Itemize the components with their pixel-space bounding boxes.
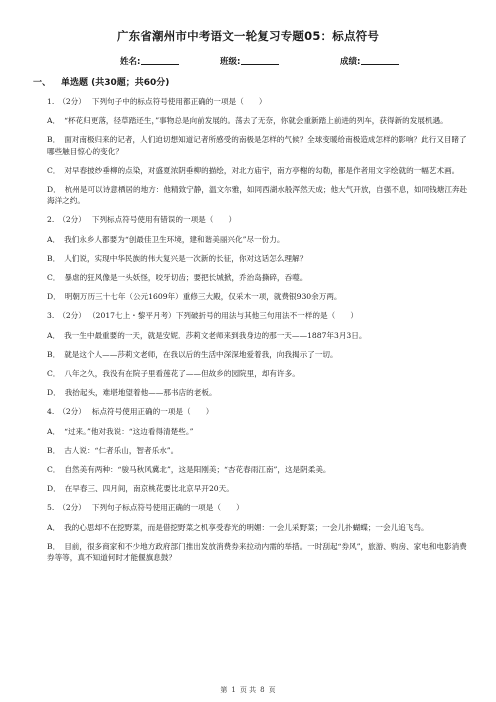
option-text: 就是这个人——莎莉文老师，在我以后的生活中深深地爱着我，向我揭示了一切。 bbox=[64, 349, 338, 359]
option-letter: C． bbox=[47, 465, 61, 475]
option-text: 暴虐的狂风像是一头妖怪，咬牙切齿；要把长城掀，乔治岛撕碎，吞噬。 bbox=[64, 273, 308, 283]
option-letter: C． bbox=[47, 369, 61, 379]
option-item bbox=[33, 464, 471, 475]
option-letter: A． bbox=[47, 234, 61, 244]
question-text: 下列标点符号使用有错误的一项是（ ） bbox=[91, 215, 237, 225]
option-text: 古人说：“仁者乐山，智者乐水”。 bbox=[64, 445, 179, 455]
option-item bbox=[33, 330, 471, 341]
option-item bbox=[33, 387, 471, 398]
name-blank bbox=[141, 64, 179, 65]
option-item bbox=[33, 272, 471, 283]
option-item bbox=[33, 291, 471, 302]
option-letter: D． bbox=[47, 185, 61, 195]
option-item bbox=[33, 368, 471, 379]
option-text: 杭州是可以诗意栖居的地方：他精致宁静，温文尔雅，如同西湖水般浑然天成；他大气开放，自强不息，如同钱塘江奔赴海洋之约。 bbox=[47, 185, 468, 206]
option-item bbox=[33, 349, 471, 360]
option-item bbox=[33, 253, 471, 264]
option-text: 面对南极归来的记者，人们迫切想知道记者所感受的南极是怎样的气候？全球变暖给南极造成怎样的影响？此行又目睹了哪些触目惊心的变化？ bbox=[47, 135, 467, 156]
option-item bbox=[33, 445, 471, 456]
option-letter: A． bbox=[47, 330, 61, 340]
question-stem bbox=[33, 502, 471, 513]
footer-suffix: 页 bbox=[268, 686, 276, 694]
footer-mid: 页 共 bbox=[239, 686, 257, 694]
section-number: 一、 bbox=[33, 78, 52, 88]
footer-prefix: 第 bbox=[220, 686, 228, 694]
question-stem bbox=[33, 214, 471, 225]
option-text: 自然美有两种：“骏马秋风冀北”，这是阳刚美；“杏花春雨江南”，这是阴柔美。 bbox=[64, 465, 331, 475]
question-stem bbox=[33, 310, 471, 321]
class-label: 班级: bbox=[220, 57, 241, 67]
option-text: “杯花归更落，径草踏还生，”事物总是向前发展的。荡去了无奈，你就会重新踏上前进的列车，获得新的发展机遇。 bbox=[64, 116, 448, 126]
option-text: 我们永乡人都要为“创最佳卫生环境，建和谐美丽兴化”尽一份力。 bbox=[64, 234, 285, 244]
option-letter: A． bbox=[47, 522, 61, 532]
footer-page-number: 1 bbox=[231, 686, 236, 694]
option-letter: A． bbox=[47, 426, 61, 436]
question-text: 标点符号使用正确的一项是（ ） bbox=[91, 407, 214, 417]
option-item bbox=[33, 134, 471, 156]
option-letter: B． bbox=[47, 135, 61, 145]
option-item bbox=[33, 541, 471, 563]
score-field bbox=[340, 55, 399, 67]
option-letter: B． bbox=[47, 253, 61, 263]
question-score: （2分） bbox=[58, 503, 86, 513]
option-text: 我的心思却不在挖野菜，而是借挖野菜之机享受春光的明媚：一会儿采野菜；一会儿扑蝴蝶；一会儿追飞鸟。 bbox=[64, 522, 429, 532]
option-item bbox=[33, 483, 471, 494]
question-text: 下列句子中的标点符号使用都正确的一项是（ ） bbox=[91, 97, 267, 106]
question-score: （2分） bbox=[58, 407, 86, 417]
option-item bbox=[33, 234, 471, 245]
option-letter: B． bbox=[47, 541, 61, 551]
question-number: 1. bbox=[47, 97, 55, 106]
option-text: 目前，很多商家和不少地方政府部门推出发放消费券来拉动内需的举措。一时刮起“券风”，旅游、购房、家电和电影消费券等等，真不知道何时才能偃旗息鼓？ bbox=[47, 541, 467, 563]
question-stem bbox=[33, 96, 471, 107]
option-text: 我抬起头，难堪地望着他——那书店的老板。 bbox=[64, 388, 217, 398]
question-number: 2. bbox=[47, 215, 55, 225]
option-item bbox=[33, 184, 471, 206]
class-field bbox=[220, 55, 279, 67]
score-label: 成绩: bbox=[340, 57, 361, 67]
option-item bbox=[33, 522, 471, 533]
option-text: 明朝万历三十七年（公元1609年）重修三大殿，仅采木一项，就费银930余万两。 bbox=[64, 292, 342, 302]
questions-list bbox=[33, 96, 471, 571]
name-label: 姓名: bbox=[120, 57, 141, 67]
page-footer bbox=[0, 685, 496, 695]
class-blank bbox=[241, 64, 279, 65]
option-text: 在早春三、四月间，南京桃花要比北京早开20天。 bbox=[64, 484, 234, 494]
option-item bbox=[33, 426, 471, 437]
option-letter: A． bbox=[47, 116, 61, 126]
option-letter: C． bbox=[47, 165, 61, 175]
option-item bbox=[33, 115, 471, 126]
option-letter: C． bbox=[47, 273, 61, 283]
section-title: 单选题 (共30题；共60分) bbox=[61, 78, 170, 88]
score-blank bbox=[361, 64, 399, 65]
page-title: 广东省潮州市中考语文一轮复习专题05：标点符号 bbox=[116, 29, 380, 43]
option-item bbox=[33, 165, 471, 176]
student-info-row bbox=[0, 55, 496, 69]
question-number: 4. bbox=[47, 407, 55, 417]
option-letter: B． bbox=[47, 445, 61, 455]
name-field bbox=[120, 55, 179, 67]
question-text: 下列句子标点符号使用正确的一项是（ ） bbox=[91, 503, 244, 513]
option-text: 人们说，实现中华民族的伟大复兴是一次新的长征，你对这话怎么理解？ bbox=[64, 253, 308, 263]
question-number: 3. bbox=[47, 311, 55, 321]
question-number: 5. bbox=[47, 503, 55, 513]
option-text: 八年之久，我没有在院子里看莲花了——但故乡的园院里，却有许多。 bbox=[64, 369, 300, 379]
section-heading bbox=[33, 75, 169, 88]
question-score: （2分） bbox=[58, 311, 86, 321]
question-text: （2017七上・黎平月考）下列破折号的用法与其他三句用法不一样的是（ ） bbox=[91, 311, 358, 321]
option-text: “过来。”他对我说：“这边看得清楚些。” bbox=[64, 426, 194, 436]
option-letter: D． bbox=[47, 388, 61, 398]
question-stem bbox=[33, 406, 471, 417]
footer-total-pages: 8 bbox=[260, 686, 265, 694]
question-score: （2分） bbox=[58, 97, 86, 106]
option-letter: D． bbox=[47, 484, 61, 494]
option-text: 对早春披纱垂柳的点染，对盛夏浓阴垂柳的描绘，对北方庙宇，南方亭榭的勾勒，都是作者用文字绘就的一幅艺术画。 bbox=[64, 165, 460, 175]
option-text: 我一生中最重要的一天，就是安妮．莎莉文老师来到我身边的那一天——1887年3月3日。 bbox=[64, 330, 367, 340]
question-score: （2分） bbox=[58, 215, 86, 225]
option-letter: D． bbox=[47, 292, 61, 302]
option-letter: B． bbox=[47, 349, 61, 359]
